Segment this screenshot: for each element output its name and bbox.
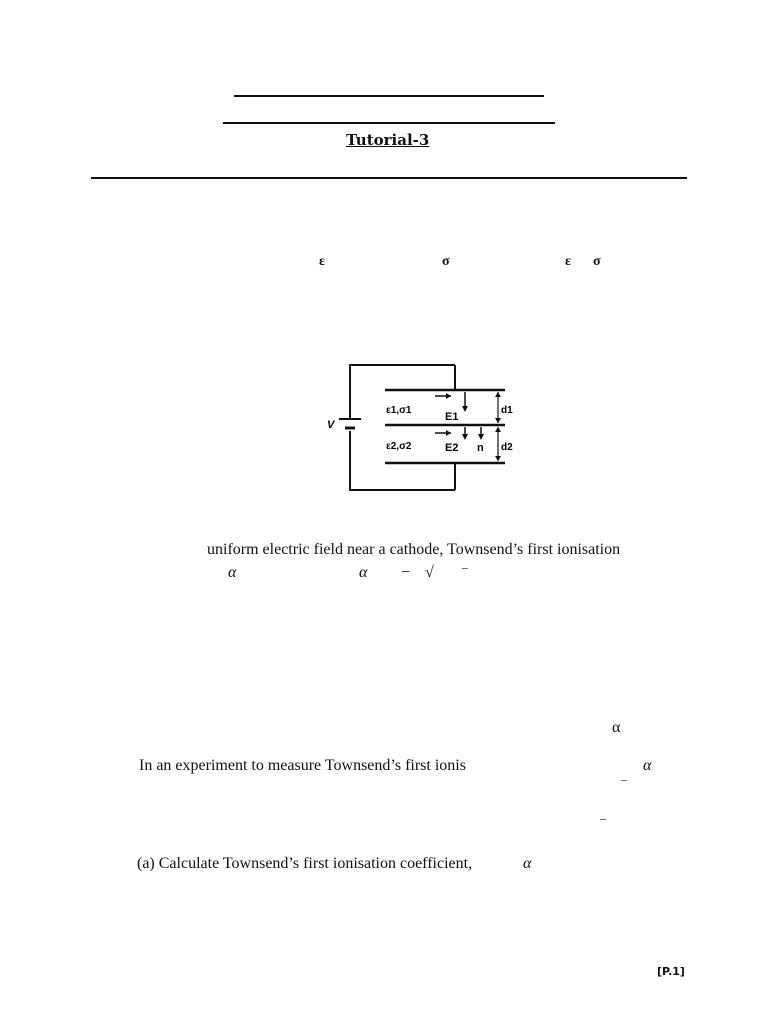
- layer1-label: ε1,σ1: [386, 405, 412, 416]
- sqrt-sign: √: [425, 564, 434, 581]
- header-rule-middle: [223, 122, 555, 124]
- minus-sign: −: [401, 564, 411, 581]
- epsilon-symbol-1: ε: [319, 254, 325, 269]
- header-rule-top: [234, 95, 544, 97]
- alpha-symbol-a: α: [228, 564, 237, 581]
- header-rule-bottom: [91, 177, 687, 179]
- normal-label: n: [477, 442, 484, 454]
- capacitor-circuit-diagram: [320, 358, 520, 498]
- voltage-label: V: [327, 419, 335, 431]
- sigma-symbol-2: σ: [593, 254, 601, 269]
- q3-text-line: In an experiment to measure Townsend’s first ionis: [139, 757, 466, 774]
- dash-mark-a: –: [462, 560, 468, 574]
- alpha-symbol-d: α: [523, 855, 532, 872]
- dash-mark-b: –: [621, 772, 627, 786]
- page-number: [P.1]: [657, 965, 685, 978]
- sigma-symbol-1: σ: [442, 254, 450, 269]
- epsilon-symbol-2: ε: [565, 254, 571, 269]
- d2-label: d2: [501, 442, 513, 453]
- alpha-symbol-b: α: [359, 564, 368, 581]
- q2-text-line: uniform electric field near a cathode, Townsend’s first ionisation: [207, 541, 621, 558]
- page-title: Tutorial-3: [346, 131, 430, 149]
- d1-label: d1: [501, 405, 513, 416]
- field1-label: E1: [445, 411, 459, 423]
- dash-mark-c: –: [600, 811, 606, 825]
- alpha-symbol-c: α: [643, 757, 652, 774]
- alpha-symbol-plain: α: [612, 719, 621, 736]
- layer2-label: ε2,σ2: [386, 441, 412, 452]
- field2-label: E2: [445, 442, 459, 454]
- part-a-text: (a) Calculate Townsend’s first ionisation coefficient,: [137, 855, 473, 872]
